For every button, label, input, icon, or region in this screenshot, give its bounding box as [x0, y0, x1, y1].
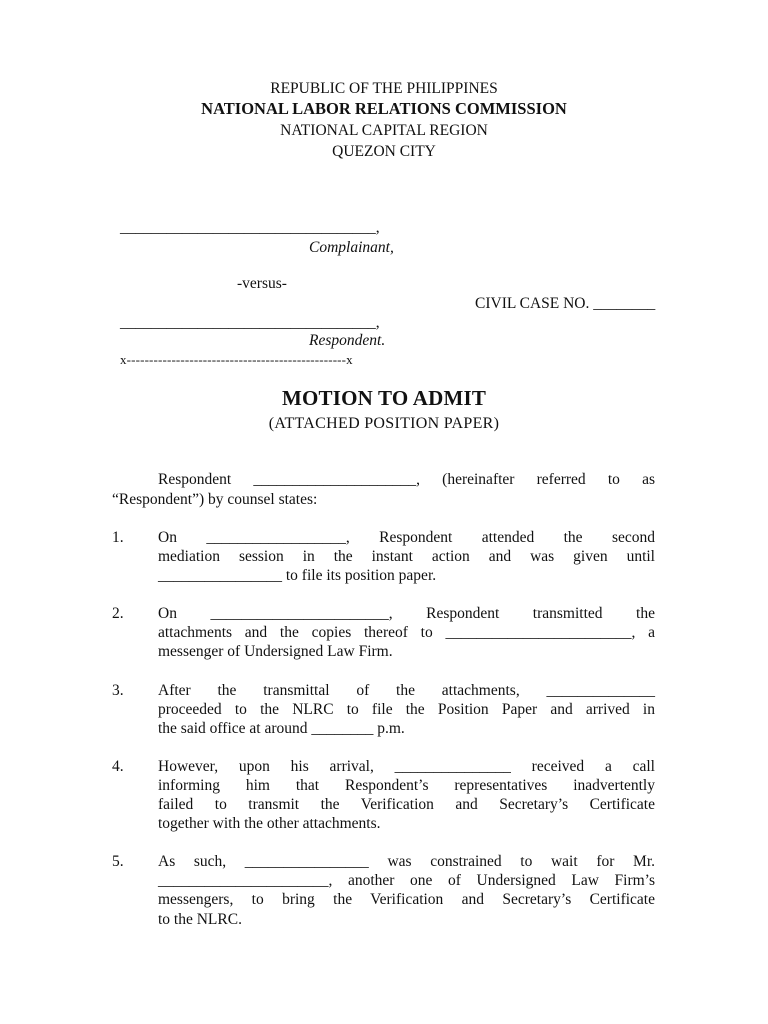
paragraph-5-line-4: to the NLRC.: [158, 911, 242, 928]
header-republic: REPUBLIC OF THE PHILIPPINES: [270, 80, 498, 97]
paragraph-3-line-1: After the transmittal of the attachments, ______________: [158, 682, 655, 699]
paragraph-4-line-3: failed to transmit the Verification and Secretary’s Certificate: [158, 796, 655, 813]
paragraph-3-line-2: proceeded to the NLRC to file the Position Paper and arrived in: [158, 701, 655, 718]
paragraph-3-number: 3.: [112, 682, 124, 699]
paragraph-5-line-3: messengers, to bring the Verification and Secretary’s Certificate: [158, 891, 655, 908]
paragraph-4-line-1: However, upon his arrival, _______________ received a call: [158, 758, 655, 775]
paragraph-1-line-1: On __________________, Respondent attended the second: [158, 529, 655, 546]
paragraph-3-line-3: the said office at around ________ p.m.: [158, 720, 405, 737]
intro-line-2: “Respondent”) by counsel states:: [112, 491, 318, 508]
header-commission: NATIONAL LABOR RELATIONS COMMISSION: [201, 99, 567, 118]
paragraph-2-number: 2.: [112, 605, 124, 622]
paragraph-2-line-3: messenger of Undersigned Law Firm.: [158, 643, 393, 660]
paragraph-1-line-3: ________________ to file its position paper.: [158, 567, 437, 584]
paragraph-2-line-1: On _______________________, Respondent transmitted the: [158, 605, 655, 622]
caption-separator: x-------------------------------------------------x: [120, 352, 353, 367]
paragraph-4-number: 4.: [112, 758, 124, 775]
respondent-blank-line: _________________________________,: [120, 314, 380, 331]
paragraph-5-line-1: As such, ________________ was constrained to wait for Mr.: [158, 853, 655, 870]
document-subtitle: (ATTACHED POSITION PAPER): [268, 415, 500, 432]
paragraph-1-number: 1.: [112, 529, 124, 546]
paragraph-2-line-2: attachments and the copies thereof to ________________________, a: [158, 624, 655, 641]
header-region: NATIONAL CAPITAL REGION: [280, 122, 488, 139]
header-city: QUEZON CITY: [332, 143, 436, 160]
respondent-label: Respondent.: [309, 332, 386, 349]
paragraph-4-line-2: informing him that Respondent’s representatives inadvertently: [158, 777, 655, 794]
complainant-blank-line: _________________________________,: [120, 219, 380, 236]
paragraph-4-line-4: together with the other attachments.: [158, 815, 381, 832]
complainant-label: Complainant,: [309, 239, 394, 256]
intro-line-1: Respondent _____________________, (hereinafter referred to as: [158, 471, 655, 488]
versus-label: -versus-: [237, 275, 287, 292]
paragraph-1-line-2: mediation session in the instant action and was given until: [158, 548, 655, 565]
paragraph-5-number: 5.: [112, 853, 124, 870]
document-title: MOTION TO ADMIT: [281, 386, 487, 410]
civil-case-number: CIVIL CASE NO. ________: [475, 295, 656, 312]
paragraph-5-line-2: ______________________, another one of Undersigned Law Firm’s: [158, 872, 655, 889]
